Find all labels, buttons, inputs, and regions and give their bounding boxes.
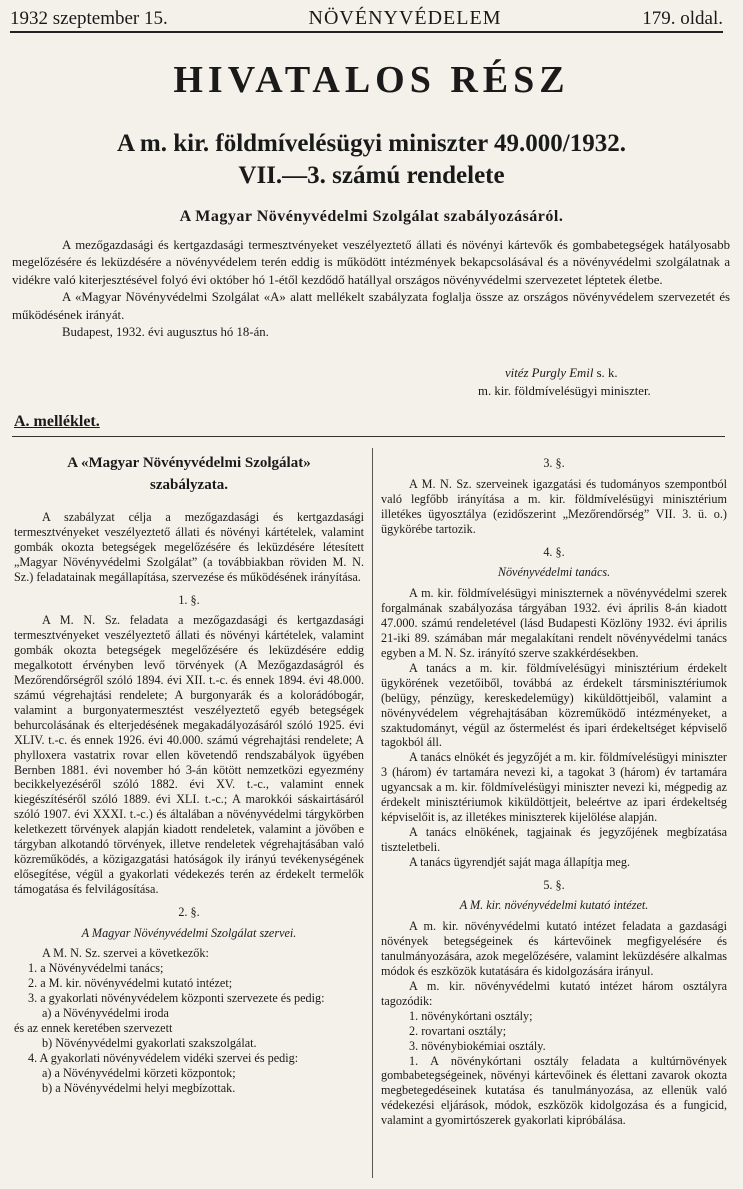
header-rule (10, 31, 723, 33)
section-3-text: A M. N. Sz. szerveinek igazgatási és tudományos szempontból való legfőbb irányítása a m. kir. földmívelésügyi minisztérium illetékes ügyosztálya (ezidőszerint „Mezőrendőrség” VII. 3. ü. o.) ügykörébe tartozik. (381, 476, 727, 536)
section-4-text: A tanács elnökét és jegyzőjét a m. kir. földmívelésügyi miniszter 3 (három) év tartamára nevezi ki, a tagokat 3 (három) év tartamára ugyancsak a m. kir. földmívelésügyi miniszter nevezi ki, mégpedig az érdekelt minisztériumok kiküldöttjeit, beleértve az ipari érdekeltség képviselőit is, az illetékes miniszterek kijelölése alapján. (381, 750, 727, 824)
page-number: 179. oldal. (642, 8, 723, 29)
list-item: 1. növénykórtani osztály; (409, 1008, 533, 1023)
page-title: HIVATALOS RÉSZ (173, 59, 570, 101)
list-item: a) a Növényvédelmi iroda (42, 1006, 169, 1021)
decree-title-line2: VII.—3. számú rendelete (238, 162, 505, 189)
section-4-text: A m. kir. földmívelésügyi miniszternek a növényvédelmi szerek forgalmának szabályozása tárgyában 1932. évi április 8-án kiadott 47.000. számú rendeletével (lásd Budapesti Közlöny 1932. évi április 21-iki 89. számában már megalakítani rendelt növényvédelmi tanács egyben a M. N. Sz. irányító szerve szakkérdésekben. (381, 586, 727, 660)
column-divider (372, 448, 373, 1178)
signatory-name: vitéz Purgly Emil (505, 366, 594, 380)
list-item: 1. a Növényvédelmi tanács; (28, 961, 164, 976)
annex-label: A. melléklet. (14, 413, 100, 430)
issue-date: 1932 szeptember 15. (10, 8, 168, 29)
journal-name: NÖVÉNYVÉDELEM (308, 7, 502, 29)
list-item: és az ennek keretében szervezett (14, 1021, 173, 1035)
rules-title (14, 452, 364, 496)
section-3-heading: 3. §. (543, 456, 565, 470)
section-2-text: A M. N. Sz. szervei a következők: (42, 946, 209, 961)
departments-list (381, 1009, 727, 1054)
section-1-text: A M. N. Sz. feladata a mezőgazdasági és kertgazdasági termesztvényeket veszélyeztető állati és növényi kártételek, valamint gombák okozta betegségek megelőzésére és leküzdésére eddig megalkotott érvényben levő törvények (A Mezőgazdaságról és Mezőrendőrségről szóló 1894. évi XII. t.-c. és ennek 1894. évi 48.000. számú végrehajtási rendelete; A burgonyarák és a kolorádóbogár, valamint a burgonyatermesztést veszélyeztető egyéb betegségek behurcolásának és elterjedésének megakadályozásáról szóló 1925. évi XLIV. t.-c. és ennek 1926. évi 40.000. számú végrehajtási rendelete; A phylloxera vastatrix rovar ellen követendő rendszabályok ügyében Bernben 1881. évi november hó 3-án kötött nemzetközi egyezmény becikkelyezéséről szóló 1882. évi XV. t.-c., valamint ennek kiegészítéséről szóló 1889. évi XLI. t.-c.; A marokkói sáskairtásáról szóló 1907. évi XXXI. t.-c.) és általában a növényvédelmi tárgykörben keletkezett törvények alapján kiadott rendeletek, valamint a jövőben e tárgyban alkotandó törvények, illetve rendeletek végrehajtásában való közreműködés, a közigazgatási hatóságok ily irányú tevékenységének elősegítése, végül a gyakorlati védekezés terén az érdekelt termelők támogatása és felvilágosítása. (14, 613, 364, 896)
list-item: 2. rovartani osztály; (409, 1023, 507, 1038)
list-item: b) Növényvédelmi gyakorlati szakszolgálat. (42, 1035, 257, 1050)
section-5-text: A m. kir. növényvédelmi kutató intézet feladata a gazdasági növények betegségeinek és kártevőinek megfigyelésére és tanulmányozására, azok megelőzésére, valamint leküzdésére alkalmas módok és eszközök kutatására és kidolgozására irányul. (381, 919, 727, 979)
section-4-subtitle: Növényvédelmi tanács. (497, 565, 611, 580)
decree-subject: A Magyar Növényvédelmi Szolgálat szabályozásáról. (179, 208, 564, 225)
list-item: 4. A gyakorlati növényvédelem vidéki szervei és pedig: (28, 1050, 299, 1065)
section-4-text: A tanács ügyrendjét saját maga állapítja meg. (409, 854, 630, 869)
section-4-text: A tanács elnökének, tagjainak és jegyzőjének megbízatása tiszteletbeli. (381, 824, 727, 854)
rules-title-line1: A «Magyar Növényvédelmi Szolgálat» (67, 455, 311, 471)
rules-title-line2: szabályzata. (150, 477, 228, 493)
section-5-text: A m. kir. növényvédelmi kutató intézet három osztályra tagozódik: (381, 979, 727, 1008)
rules-purpose: A szabályzat célja a mezőgazdasági és kertgazdasági termesztvényeket veszélyeztető állati és növényi kártételek, valamint gombák okozta betegségek megelőzésére és leküzdésére létesített „Magyar Növényvédelmi Szolgálat” (a továbbiakban röviden M. N. Sz.) feladatainak megállapítása, szervezése és működésének irányítása. (14, 510, 364, 584)
section-4-heading: 4. §. (543, 544, 565, 559)
section-5-text: 1. A növénykórtani osztály feladata a kultúrnövények gombabetegségeinek, növényi kártevőinek és élettani zavarok okozta megbetegedéseinek kutatása és tanulmányozása, az ellenük való védekezési eljárások, módok, eszközök kidolgozása és a fungicid, valamint a gyomirtószerek gyakorlati kipróbálása. (381, 1053, 727, 1128)
section-4-text: A tanács a m. kir. földmívelésügyi minisztérium érdekelt ügykörének vezetőiből, továbbá az érdekelt társminisztériumok (belügy, pénzügy, kereskedelemügy) kiküldöttjeiből, valamint a növényvédelem végrehajtásában közreműködő intézményeket, a szaktudományt, végül az őstermelést és ipari érdekeltséget képviselő tagokból áll. (381, 660, 727, 750)
section-2-heading: 2. §. (178, 904, 200, 919)
right-column (381, 448, 727, 1128)
intro-paragraph: A «Magyar Növényvédelmi Szolgálat «A» alatt mellékelt szabályzata foglalja össze az országos növényvédelem szervezetét és működésének irányát. (12, 290, 730, 322)
list-item: 3. a gyakorlati növényvédelem központi szervezete és pedig: (28, 991, 325, 1006)
intro-text (12, 237, 730, 341)
organs-list (14, 961, 364, 1095)
signature-line (505, 366, 618, 381)
section-5-heading: 5. §. (543, 877, 565, 892)
left-column (14, 448, 364, 1096)
intro-place-date: Budapest, 1932. évi augusztus hó 18-án. (62, 325, 269, 340)
list-item: 2. a M. kir. növényvédelmi kutató intézet; (28, 976, 233, 991)
list-item: b) a Növényvédelmi helyi megbízottak. (42, 1080, 236, 1095)
list-item: a) a Növényvédelmi körzeti központok; (42, 1065, 236, 1080)
signatory-role: m. kir. földmívelésügyi miniszter. (478, 384, 651, 398)
annex-rule (12, 436, 725, 437)
intro-paragraph: A mezőgazdasági és kertgazdasági termesztvényeket veszélyeztető állati és növényi kártevők és gombabetegségek hatályosabb megelőzésére és leküzdésére a növényvédelem terén eddig is működött intézmények bekapcsolásával és a növényvédelmi szolgálatnak a vidékre való kiterjesztésével folyó évi október hó 1-étől kezdődő hatállyal országos növényvédelmi szervezetet léptetek életbe. (12, 238, 730, 287)
section-5-subtitle: A M. kir. növényvédelmi kutató intézet. (459, 898, 649, 913)
page-header (10, 4, 723, 30)
section-2-subtitle: A Magyar Növényvédelmi Szolgálat szervei. (81, 925, 297, 940)
decree-title-line1: A m. kir. földmívelésügyi miniszter 49.000/1932. (116, 130, 627, 157)
signatory-suffix: s. k. (593, 366, 618, 380)
section-1-heading: 1. §. (178, 592, 200, 607)
list-item: 3. növénybiokémiai osztály. (409, 1038, 546, 1053)
